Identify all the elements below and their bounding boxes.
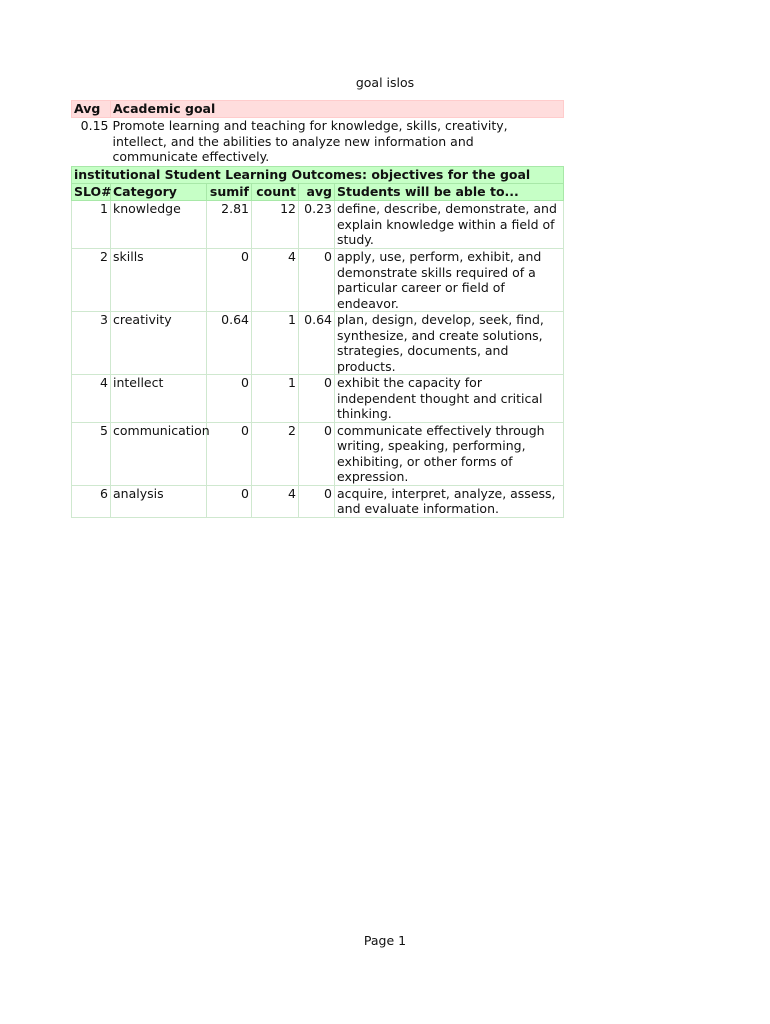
page-footer: Page 1 — [363, 933, 407, 948]
slo-number: 1 — [72, 201, 111, 249]
sumif-cell: 0 — [207, 422, 252, 485]
column-header-row — [72, 184, 564, 201]
count-cell: 2 — [252, 422, 299, 485]
sumif-cell: 0 — [207, 375, 252, 423]
count-cell: 12 — [252, 201, 299, 249]
page-header: goal islos — [355, 75, 415, 90]
table-row — [72, 201, 564, 249]
goal-header-row — [72, 101, 564, 118]
slo-number: 2 — [72, 249, 111, 312]
avg-cell: 0.64 — [299, 312, 335, 375]
outcome-text: apply, use, perform, exhibit, and demonstrate skills required of a particular career or field of endeavor. — [335, 249, 564, 312]
count-cell: 1 — [252, 312, 299, 375]
avg-cell: 0 — [299, 249, 335, 312]
slo-number: 4 — [72, 375, 111, 423]
sumif-cell: 0 — [207, 249, 252, 312]
col-avg-header: avg — [299, 184, 335, 201]
avg-cell: 0 — [299, 422, 335, 485]
avg-cell: 0.23 — [299, 201, 335, 249]
outcome-text: communicate effectively through writing, speaking, performing, exhibiting, or other forms of expression. — [335, 422, 564, 485]
table-row — [72, 312, 564, 375]
outcome-text: exhibit the capacity for independent thought and critical thinking. — [335, 375, 564, 423]
avg-cell: 0 — [299, 485, 335, 517]
islo-title: institutional Student Learning Outcomes: objectives for the goal — [72, 167, 564, 184]
category-cell: knowledge — [111, 201, 207, 249]
sumif-cell: 2.81 — [207, 201, 252, 249]
goal-avg-value: 0.15 — [80, 118, 109, 133]
sumif-cell: 0 — [207, 485, 252, 517]
table-row — [72, 375, 564, 423]
academic-goal-header: Academic goal — [111, 101, 564, 118]
table-row — [72, 249, 564, 312]
slo-number: 6 — [72, 485, 111, 517]
count-cell: 1 — [252, 375, 299, 423]
goal-text: Promote learning and teaching for knowledge, skills, creativity, intellect, and the abilities to analyze new information and communicate effectively. — [112, 118, 508, 164]
category-cell: communication — [111, 422, 207, 485]
col-category-header: Category — [111, 184, 207, 201]
outcome-text: acquire, interpret, analyze, assess, and evaluate information. — [335, 485, 564, 517]
avg-header: Avg — [72, 101, 111, 118]
col-slo-header: SLO# — [72, 184, 111, 201]
sumif-cell: 0.64 — [207, 312, 252, 375]
outcome-text: define, describe, demonstrate, and explain knowledge within a field of study. — [335, 201, 564, 249]
slo-number: 5 — [72, 422, 111, 485]
avg-cell: 0 — [299, 375, 335, 423]
col-students-header: Students will be able to... — [335, 184, 564, 201]
slo-number: 3 — [72, 312, 111, 375]
count-cell: 4 — [252, 249, 299, 312]
count-cell: 4 — [252, 485, 299, 517]
goal-islos-table — [71, 100, 564, 518]
col-sumif-header: sumif — [207, 184, 252, 201]
category-cell: skills — [111, 249, 207, 312]
islo-title-row — [72, 167, 564, 184]
col-count-header: count — [252, 184, 299, 201]
outcome-text: plan, design, develop, seek, find, synthesize, and create solutions, strategies, documents, and products. — [335, 312, 564, 375]
table-row — [72, 485, 564, 517]
table-row — [72, 422, 564, 485]
category-cell: intellect — [111, 375, 207, 423]
goal-row — [72, 118, 564, 167]
category-cell: analysis — [111, 485, 207, 517]
category-cell: creativity — [111, 312, 207, 375]
